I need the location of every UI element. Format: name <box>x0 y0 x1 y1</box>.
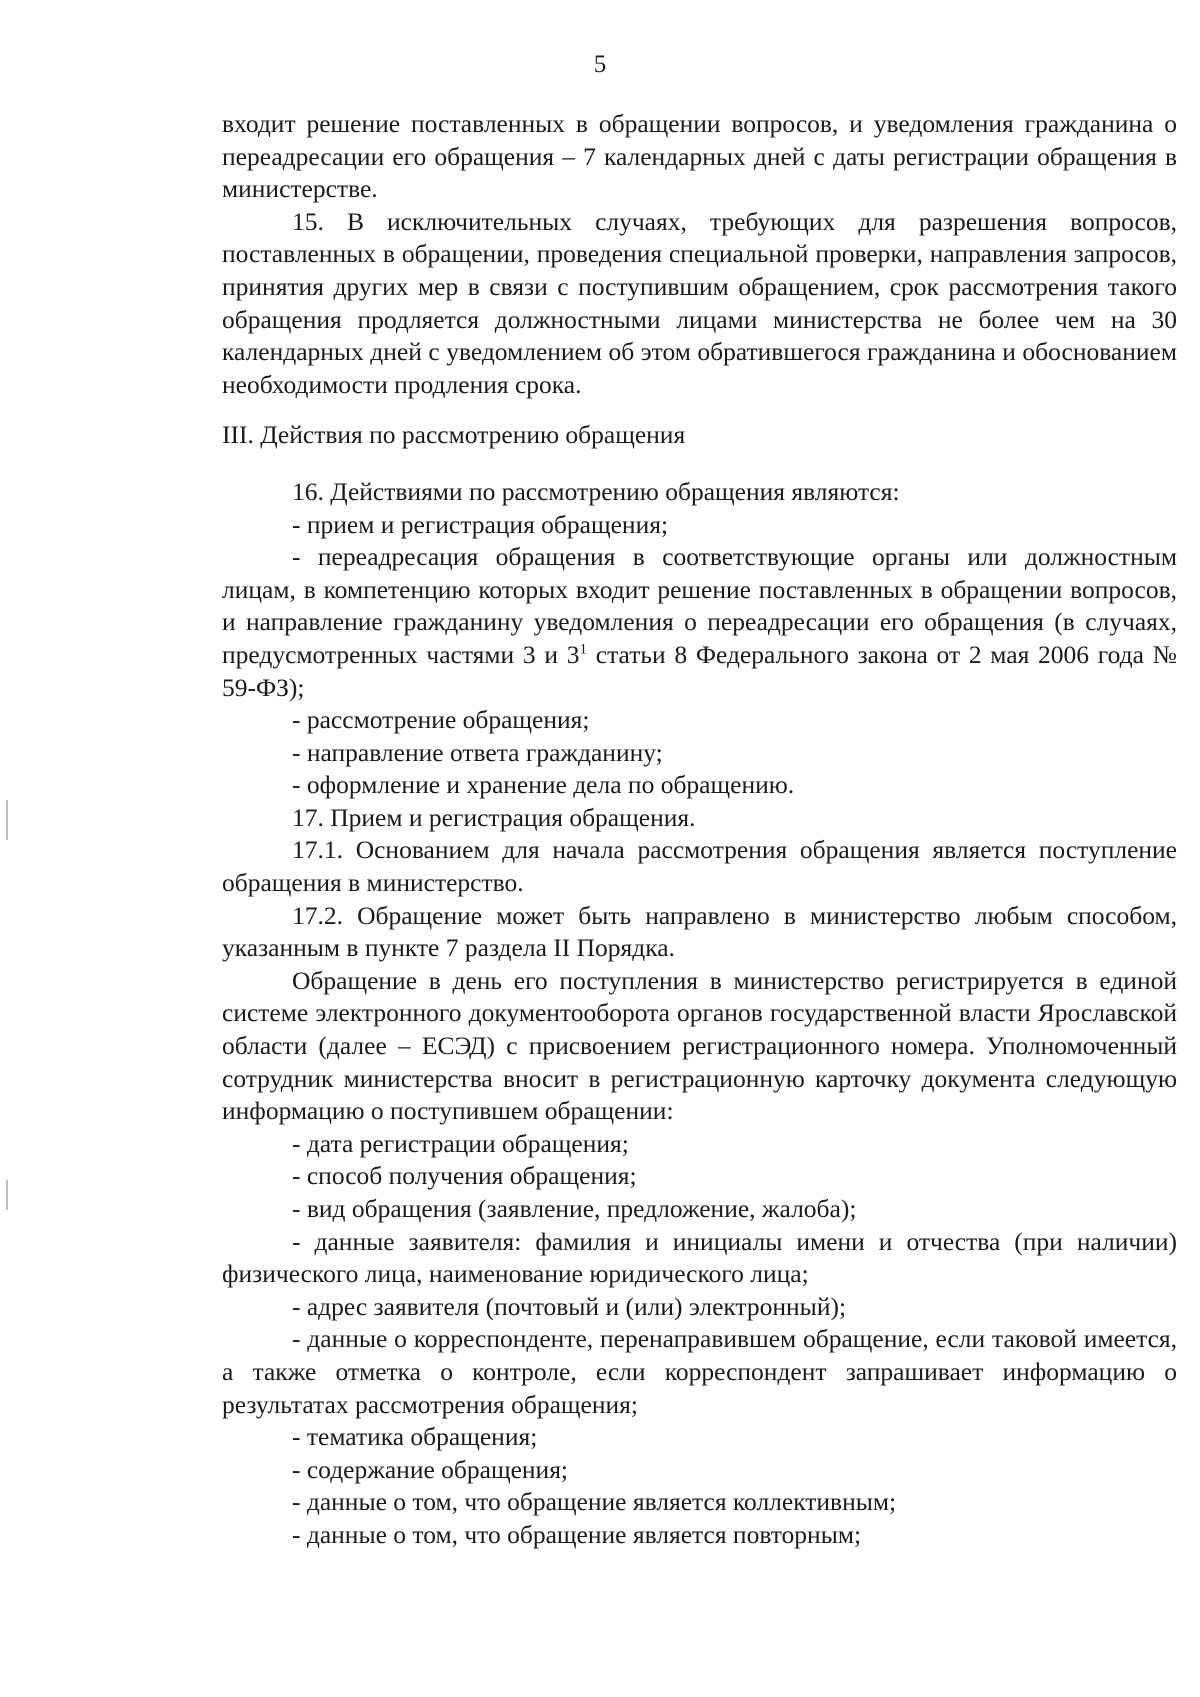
list-item: - способ получения обращения; <box>292 1161 637 1191</box>
list-item-text: - переадресация обращения в соответствующие органы или должностным лицам, в компетенцию которых входит решение поставленных в обращении вопросов, и направление гражданину уведомления о переадресации его обращения (в случаях, предусмотренных частями 3 и 3 <box>222 542 1177 669</box>
paragraph-registration: Обращение в день его поступления в министерство регистрируется в единой системе электронного документооборота органов государственной власти Ярославской области (далее – ЕСЭД) с присвоением регистрационного номера. Уполномоченный сотрудник министерства вносит в регистрационную карточку документа следующую информацию о поступившем обращении: <box>222 965 1177 1126</box>
list-item: - содержание обращения; <box>292 1454 569 1484</box>
paragraph-17: 17. Прием и регистрация обращения. <box>292 802 696 832</box>
list-item: - оформление и хранение дела по обращению. <box>292 770 795 800</box>
paragraph-15: 15. В исключительных случаях, требующих для разрешения вопросов, поставленных в обращении, проведения специальной проверки, направления запросов, принятия других мер в связи с поступившим обращением, срок рассмотрения такого обращения продляется должностными лицами министерства не более чем на 30 календарных дней с уведомлением об этом обратившегося гражданина и обоснованием необходимости продления срока. <box>222 206 1177 399</box>
list-item: - вид обращения (заявление, предложение, жалоба); <box>292 1194 857 1223</box>
list-item: - данные заявителя: фамилия и инициалы имени и отчества (при наличии) физического лица, наименование юридического лица; <box>222 1226 1177 1289</box>
list-item: - адрес заявителя (почтовый и (или) электронный); <box>292 1291 847 1321</box>
list-item-redirect <box>222 541 1177 704</box>
scan-margin-mark <box>6 800 8 840</box>
paragraph-17-2: 17.2. Обращение может быть направлено в министерство любым способом, указанным в пункте 7 раздела II Порядка. <box>222 900 1177 963</box>
paragraph-continuation: входит решение поставленных в обращении вопросов, и уведомления гражданина о переадресации его обращения – 7 календарных дней с даты регистрации обращения в министерстве. <box>222 109 1177 204</box>
list-item: - данные о том, что обращение является коллективным; <box>292 1487 897 1517</box>
paragraph-16: 16. Действиями по рассмотрению обращения являются: <box>292 476 900 506</box>
list-item: - данные о корреспонденте, перенаправившем обращение, если таковой имеется, а также отметка о контроле, если корреспондент запрашивает информацию о результатах рассмотрения обращения; <box>222 1324 1177 1419</box>
section-heading: III. Действия по рассмотрению обращения <box>222 420 686 450</box>
list-item-text-tail: статьи 8 Федерального закона от 2 мая 2006 года № 59-ФЗ); <box>222 639 1177 702</box>
document-body <box>222 108 1177 1552</box>
paragraph-17-1: 17.1. Основанием для начала рассмотрения обращения является поступление обращения в министерство. <box>222 835 1177 898</box>
list-item: - направление ответа гражданину; <box>292 737 663 767</box>
list-item: - дата регистрации обращения; <box>292 1128 629 1158</box>
scan-margin-mark <box>6 1180 8 1210</box>
superscript: 1 <box>579 641 588 658</box>
list-item: - прием и регистрация обращения; <box>292 509 669 539</box>
list-item: - рассмотрение обращения; <box>292 705 590 735</box>
list-item: - данные о том, что обращение является повторным; <box>292 1519 862 1549</box>
page-number: 5 <box>593 51 607 78</box>
list-item: - тематика обращения; <box>292 1422 538 1452</box>
